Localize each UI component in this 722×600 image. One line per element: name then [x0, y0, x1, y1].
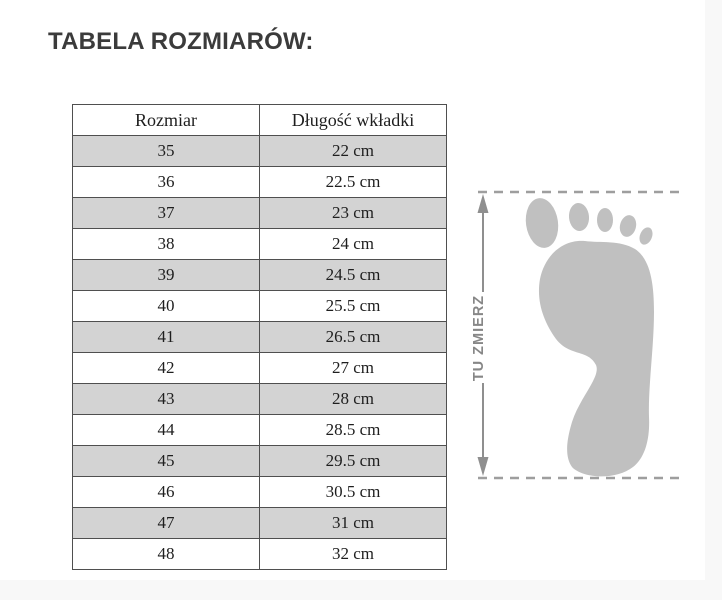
table-cell: 27 cm: [260, 353, 447, 384]
table-row: [73, 415, 447, 446]
table-row: [73, 198, 447, 229]
table-cell: 35: [73, 136, 260, 167]
table-cell: 37: [73, 198, 260, 229]
table-row: [73, 167, 447, 198]
table-cell: 40: [73, 291, 260, 322]
size-table: [72, 104, 447, 570]
table-cell: 47: [73, 508, 260, 539]
table-cell: 32 cm: [260, 539, 447, 570]
table-cell: 29.5 cm: [260, 446, 447, 477]
table-cell: 44: [73, 415, 260, 446]
table-cell: 46: [73, 477, 260, 508]
table-row: [73, 446, 447, 477]
footprint-icon: [523, 196, 655, 476]
table-cell: 28.5 cm: [260, 415, 447, 446]
table-cell: 22.5 cm: [260, 167, 447, 198]
table-row: [73, 260, 447, 291]
table-row: [73, 508, 447, 539]
table-cell: 36: [73, 167, 260, 198]
page-edge-bottom: [0, 580, 722, 600]
table-cell: 26.5 cm: [260, 322, 447, 353]
table-cell: 39: [73, 260, 260, 291]
table-row: [73, 539, 447, 570]
table-row: [73, 291, 447, 322]
table-cell: 41: [73, 322, 260, 353]
table-row: [73, 477, 447, 508]
page-edge-right: [705, 0, 722, 600]
table-row: [73, 136, 447, 167]
column-header-size: Rozmiar: [73, 105, 260, 136]
table-cell: 43: [73, 384, 260, 415]
table-cell: 22 cm: [260, 136, 447, 167]
table-cell: 38: [73, 229, 260, 260]
table-cell: 28 cm: [260, 384, 447, 415]
table-cell: 45: [73, 446, 260, 477]
table-cell: 23 cm: [260, 198, 447, 229]
table-cell: 48: [73, 539, 260, 570]
foot-measure-diagram: [455, 180, 705, 495]
measure-label: TU ZMIERZ: [471, 294, 487, 382]
table-row: [73, 229, 447, 260]
table-cell: 42: [73, 353, 260, 384]
table-cell: 31 cm: [260, 508, 447, 539]
page-title: TABELA ROZMIARÓW:: [48, 28, 314, 55]
size-table-header-row: [73, 105, 447, 136]
table-row: [73, 353, 447, 384]
column-header-insole-length: Długość wkładki: [260, 105, 447, 136]
table-row: [73, 322, 447, 353]
table-cell: 24 cm: [260, 229, 447, 260]
table-cell: 24.5 cm: [260, 260, 447, 291]
table-cell: 25.5 cm: [260, 291, 447, 322]
table-row: [73, 384, 447, 415]
table-cell: 30.5 cm: [260, 477, 447, 508]
